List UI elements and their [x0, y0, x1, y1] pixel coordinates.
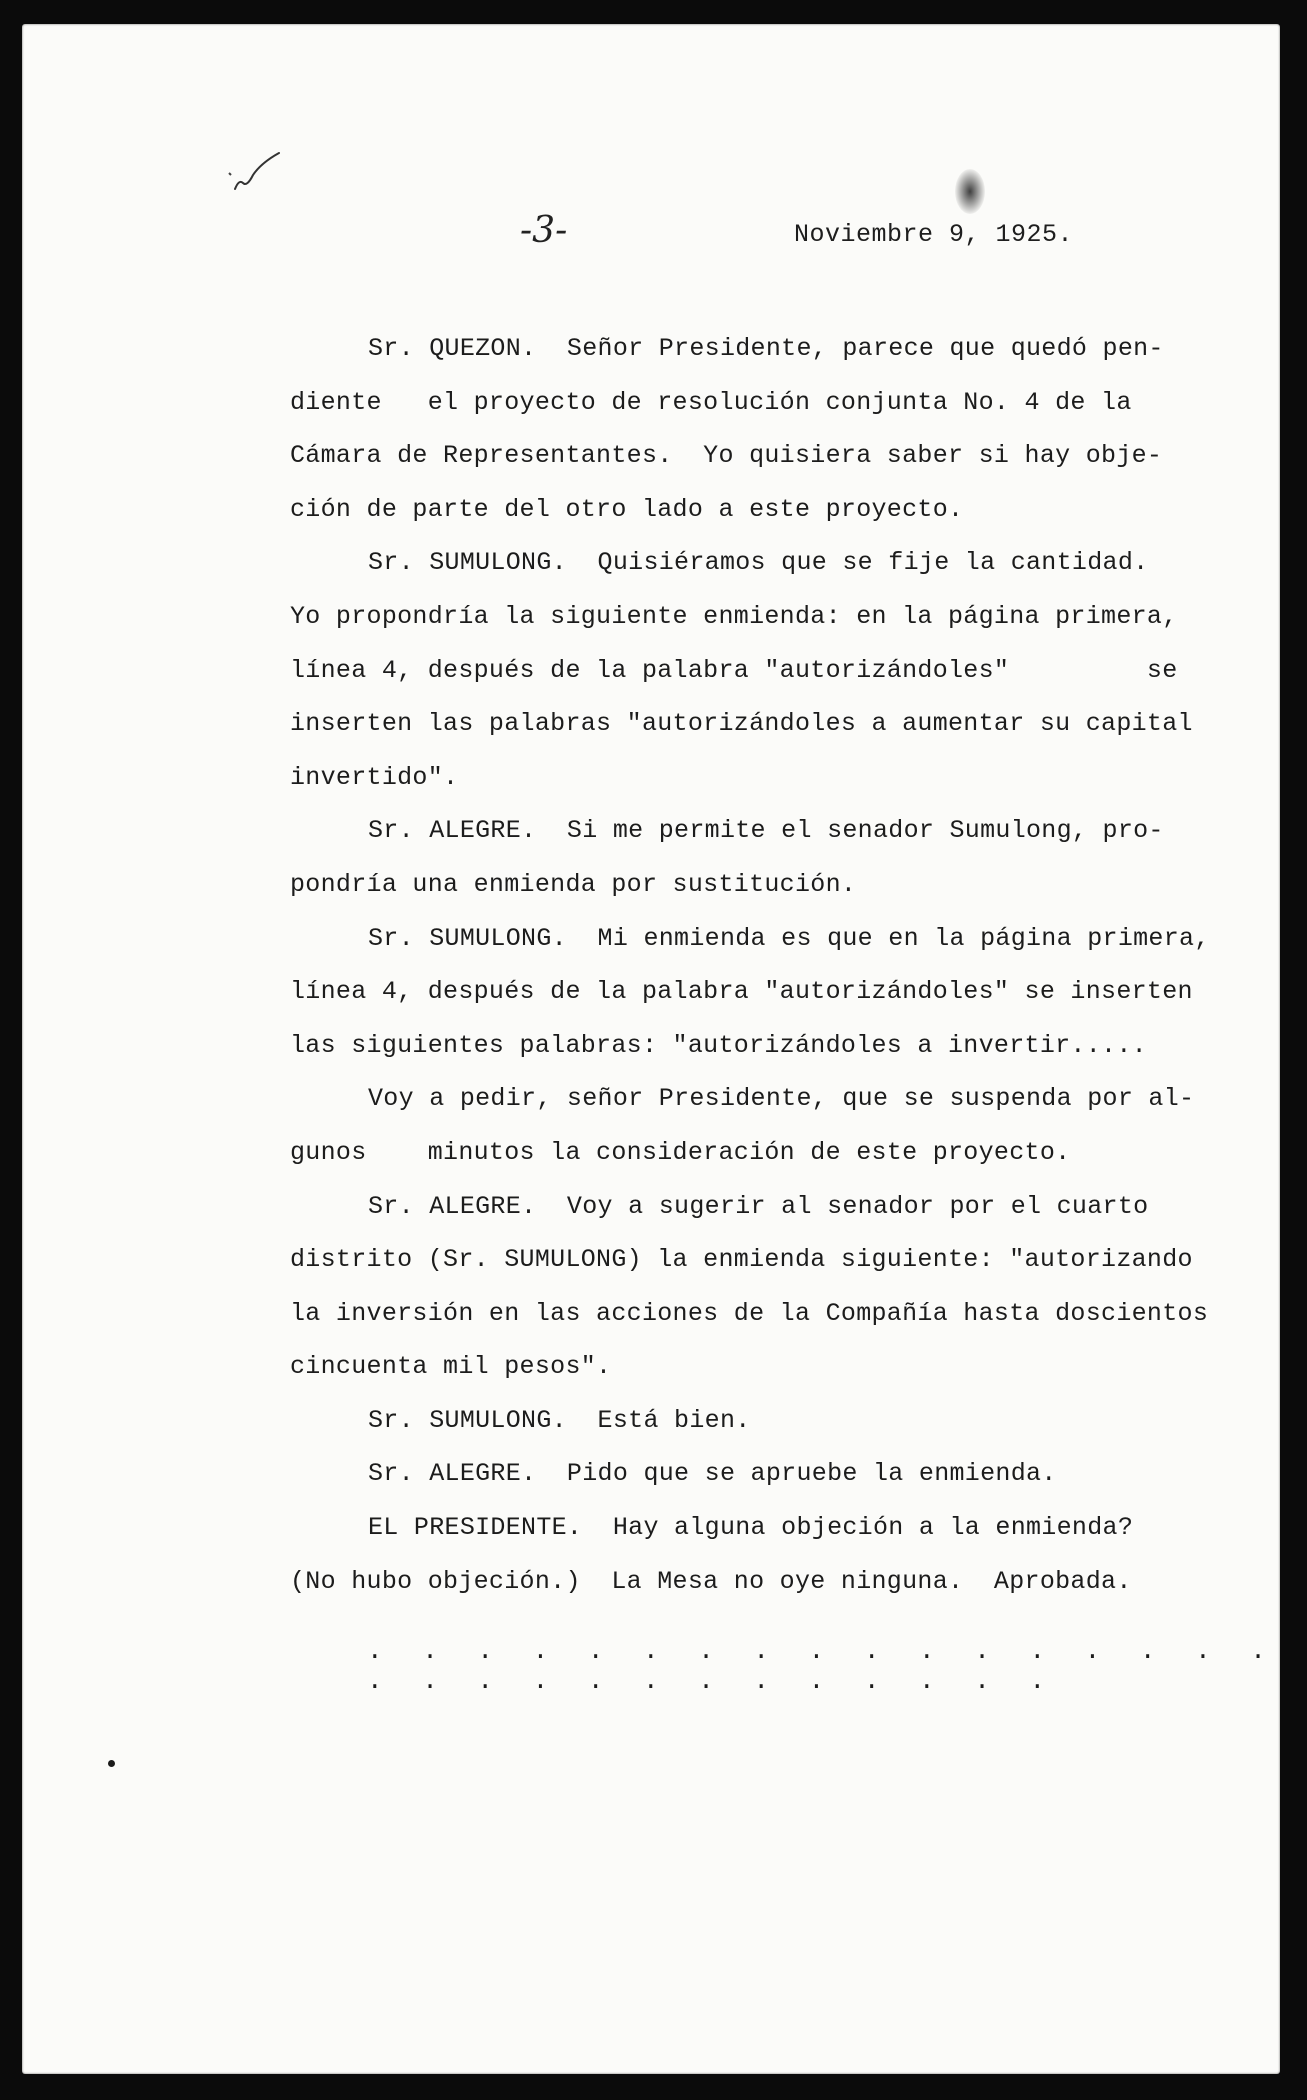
- text-line: (No hubo objeción.) La Mesa no oye ninguna. Aprobada.: [290, 1566, 1132, 1596]
- text-line: Sr. SUMULONG. Está bien.: [368, 1405, 751, 1435]
- ink-smudge: [955, 169, 985, 214]
- text-line: Sr. SUMULONG. Mi enmienda es que en la página primera,: [368, 923, 1210, 953]
- page-number: -3-: [520, 210, 568, 251]
- text-line: Sr. SUMULONG. Quisiéramos que se fije la cantidad.: [368, 548, 1149, 578]
- text-line: ción de parte del otro lado a este proyecto.: [290, 494, 964, 524]
- margin-dot: [108, 1760, 115, 1767]
- text-line: Yo propondría la siguiente enmienda: en la página primera,: [290, 601, 1178, 631]
- text-line: gunos minutos la consideración de este proyecto.: [290, 1137, 1071, 1167]
- text-line: Voy a pedir, señor Presidente, que se suspenda por al-: [368, 1084, 1195, 1114]
- transcript-body: [290, 322, 1250, 1608]
- text-line: Sr. QUEZON. Señor Presidente, parece que quedó pen-: [368, 334, 1164, 363]
- document-page: [22, 24, 1280, 2074]
- text-line: pondría una enmienda por sustitución.: [290, 869, 857, 899]
- text-line: línea 4, después de la palabra "autorizándoles" se: [290, 655, 1178, 685]
- page-header: [22, 210, 1280, 254]
- text-line: EL PRESIDENTE. Hay alguna objeción a la enmienda?: [368, 1513, 1134, 1543]
- text-line: cincuenta mil pesos".: [290, 1352, 612, 1382]
- text-line: las siguientes palabras: "autorizándoles a invertir.....: [290, 1030, 1147, 1060]
- text-line: Cámara de Representantes. Yo quisiera saber si hay obje-: [290, 441, 1163, 471]
- text-line: inserten las palabras "autorizándoles a aumentar su capital: [290, 709, 1193, 739]
- closing-dots: . . . . . . . . . . . . . . . . . . . . . . . . . . . . . .: [367, 1636, 1278, 1696]
- document-date: Noviembre 9, 1925.: [794, 220, 1074, 249]
- text-line: distrito (Sr. SUMULONG) la enmienda siguiente: "autorizando: [290, 1245, 1193, 1275]
- pencil-check-mark: [227, 149, 287, 199]
- text-line: la inversión en las acciones de la Compañía hasta doscientos: [290, 1298, 1209, 1328]
- text-line: línea 4, después de la palabra "autorizándoles" se inserten: [290, 977, 1193, 1007]
- text-line: invertido".: [290, 762, 459, 792]
- text-line: Sr. ALEGRE. Voy a sugerir al senador por el cuarto: [368, 1191, 1149, 1221]
- text-line: diente el proyecto de resolución conjunta No. 4 de la: [290, 387, 1132, 417]
- text-line: Sr. ALEGRE. Pido que se apruebe la enmienda.: [368, 1459, 1057, 1489]
- text-line: Sr. ALEGRE. Si me permite el senador Sumulong, pro-: [368, 816, 1164, 846]
